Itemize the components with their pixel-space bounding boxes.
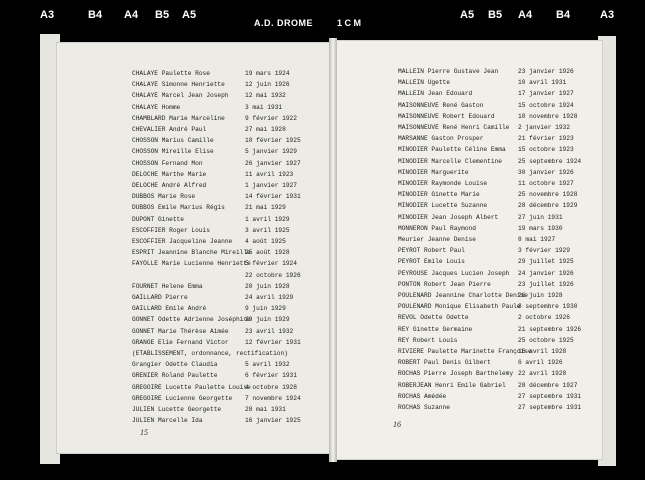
entry-date: 10 novembre 1928 (518, 112, 578, 120)
entry-date: 19 mars 1930 (518, 224, 563, 232)
entry-name: PEYROUSE Jacques Lucien Joseph (398, 269, 510, 277)
entry-date: 5 janvier 1929 (245, 148, 297, 156)
entry-name: MINODIER Jean Joseph Albert (398, 213, 499, 221)
entry-date: 22 octobre 1926 (245, 271, 301, 279)
entry-name: Meurier Jeanne Denise (398, 236, 476, 243)
entry-date: 27 septembre 1931 (518, 392, 582, 400)
entry-name: PONTON Robert Jean Pierre (398, 280, 491, 288)
entry-name: RIVIERE Paulette Marinette Françoise (398, 348, 532, 355)
entry-date: 14 février 1931 (245, 193, 301, 201)
entry-date: 21 septembre 1926 (518, 325, 582, 333)
entry-name: CHALAYE Homme (132, 103, 181, 111)
entry-date: 11 avril 1923 (245, 170, 294, 178)
entry-date: 25 août 1928 (245, 249, 290, 257)
ruler-label: A4 (518, 9, 533, 21)
entry-name: GAILLARD Emile André (132, 305, 207, 313)
entry-date: 12 juin 1926 (245, 81, 290, 89)
entry-name: GONNET Marie Thérèse Aimée (132, 327, 229, 335)
entry-name: GAILLARD Pierre (132, 294, 188, 301)
entry-name: DUPONT Ginette (132, 215, 184, 223)
ruler-label: A4 (124, 9, 139, 21)
entry-date: 3 février 1929 (518, 247, 570, 255)
entry-name: REY Ginette Germaine (398, 325, 473, 333)
archive-title: A.D. DROME (254, 18, 313, 28)
entry-date: 10 février 1925 (245, 137, 301, 145)
entry-date: 12 février 1931 (245, 338, 301, 346)
entry-name: CHEVALIER André Paul (132, 126, 207, 133)
entry-date: 8 septembre 1930 (518, 303, 578, 311)
entry-name: ROCHAS Amédée (398, 392, 447, 400)
entry-name: DELOCHE André Alfred (132, 182, 207, 189)
entry-date: 5 avril 1932 (245, 361, 290, 369)
entry-date: 5 février 1924 (245, 260, 297, 268)
entry-date: 16 janvier 1925 (245, 417, 301, 425)
entry-name: ESPRIT Jeannine Blanche Mireille (132, 249, 251, 257)
entry-name: PEYROT Emile Louis (398, 258, 465, 266)
entry-date: 6 février 1931 (245, 372, 297, 380)
entry-name: ESCOFFIER Jacqueline Jeanne (132, 238, 233, 245)
entry-name: CHALAYE Marcel Jean Joseph (132, 92, 229, 100)
entry-name: POULENARD Jeannine Charlotte Denise (398, 292, 528, 299)
entry-name: ESCOFFIER Roger Louis (132, 226, 210, 234)
entry-date: 20 juin 1928 (245, 282, 290, 290)
entry-name: DUBBOS Marie Rose (132, 193, 196, 201)
entry-date: 4 octobre 1928 (245, 383, 297, 391)
entry-date: 23 avril 1932 (245, 327, 294, 335)
entry-date: 2 octobre 1926 (518, 314, 570, 322)
entry-date: 17 janvier 1927 (518, 90, 574, 98)
entry-name: DUBBOS Emile Marius Régis (132, 204, 225, 212)
entry-date: 21 mai 1929 (245, 204, 286, 212)
entry-date: 25 octobre 1925 (518, 336, 574, 344)
entry-name: DELOCHE Marthe Marie (132, 170, 207, 178)
entry-name: FOURNET Helene Emma (132, 282, 203, 290)
entry-name: CHOSSON Marius Camille (132, 137, 214, 145)
entry-name: GRENIER Roland Paulette (132, 372, 218, 380)
entry-name: CHALAYE Simonne Henriette (132, 81, 225, 89)
entry-date: 26 juin 1928 (518, 292, 563, 299)
entry-name: ROBERJEAN Henri Emile Gabriel (398, 381, 506, 389)
entry-date: 24 avril 1929 (245, 294, 294, 301)
entry-date: 8 mai 1927 (518, 236, 556, 243)
ruler-label: B5 (155, 9, 170, 21)
entry-date: 27 mai 1928 (245, 126, 286, 133)
entry-date: 7 novembre 1924 (245, 394, 301, 402)
entry-date: 27 juin 1931 (518, 213, 563, 221)
ruler-label: B5 (488, 9, 503, 21)
entry-name: MINODIER Marcelle Clementine (398, 157, 502, 165)
entry-name: MAISONNEUVE René Gaston (398, 101, 484, 109)
entry-name: JULIEN Marcelle Ida (132, 417, 203, 425)
entry-name: CHALAYE Paulette Rose (132, 70, 210, 77)
entry-name: MINODIER Raymonde Louise (398, 180, 488, 187)
entry-date: 10 avril 1931 (518, 79, 567, 87)
entry-date: 21 février 1923 (518, 135, 574, 143)
entry-name: ROCHAS Pierre Joseph Barthelemy (398, 370, 514, 378)
entry-date: 9 février 1922 (245, 114, 297, 122)
entry-name: MARSANNE Gaston Prosper (398, 135, 484, 143)
entry-date: 3 avril 1925 (245, 226, 290, 234)
ruler-label: A3 (40, 9, 55, 21)
entry-date: 2 janvier 1932 (518, 124, 570, 131)
ruler-label: A5 (182, 9, 197, 21)
entry-date: 19 mars 1924 (245, 70, 290, 77)
entry-name: REY Robert Louis (398, 336, 458, 344)
entry-name: MINODIER Lucette Suzanne (398, 202, 488, 210)
entry-name: MONNERON Paul Raymond (398, 224, 476, 232)
entry-date: 29 juillet 1925 (518, 258, 574, 266)
entry-name: CHOSSON Mireille Elise (132, 148, 214, 156)
entry-name: CHAMBLARD Marie Marceline (132, 114, 225, 122)
page-number-right: 16 (393, 420, 401, 429)
entry-date: 30 janvier 1926 (518, 168, 574, 176)
entry-name: ROBERT Paul Denis Gilbert (398, 359, 491, 367)
entry-date: 23 janvier 1926 (518, 68, 574, 75)
entry-date: 6 avril 1926 (518, 359, 563, 367)
entry-date: 25 novembre 1928 (518, 191, 578, 199)
entry-name: MINODIER Ginette Marie (398, 191, 480, 199)
entry-date: 24 janvier 1926 (518, 269, 574, 277)
entry-date: 29 juin 1929 (245, 316, 290, 324)
entry-name: MALLEIN Jean Edouard (398, 90, 473, 98)
ruler-label: B4 (88, 9, 103, 21)
page-number-left: 15 (140, 428, 148, 437)
entry-date: 4 août 1925 (245, 238, 286, 245)
ruler-label: A5 (460, 9, 475, 21)
entry-date: 23 juillet 1926 (518, 280, 574, 288)
left-register-page (56, 42, 334, 454)
entry-name: FAYOLLE Marie Lucienne Henriette (132, 260, 251, 268)
entry-name: GREGOIRE Lucette Paulette Louise (132, 383, 251, 391)
entry-name: MINODIER Paulette Céline Emma (398, 146, 506, 154)
entry-date: 15 octobre 1924 (518, 101, 574, 109)
entry-name: JULIEN Lucette Georgette (132, 406, 222, 413)
entry-date: 27 septembre 1931 (518, 404, 582, 411)
entry-name: MINODIER Marguerite (398, 168, 469, 176)
entry-date: 28 décembre 1929 (518, 202, 578, 210)
entry-name: ROCHAS Suzanne (398, 404, 450, 411)
entry-date: 28 décembre 1927 (518, 381, 578, 389)
entry-name: GREGOIRE Lucienne Georgette (132, 394, 233, 402)
entry-name: GONNET Odette Adrienne Joséphine (132, 316, 251, 324)
entry-name: MALLEIN Ugette (398, 79, 450, 87)
entry-name: MAISONNEUVE Robert Edouard (398, 112, 495, 120)
entry-name: MAISONNEUVE René Henri Camille (398, 124, 510, 131)
entry-date: 1 avril 1929 (245, 215, 290, 223)
ruler-label: A3 (600, 9, 615, 21)
entry-date: 26 janvier 1927 (245, 159, 301, 167)
entry-date: 25 septembre 1924 (518, 157, 582, 165)
entry-name: REVOL Odette Odette (398, 314, 469, 322)
entry-date: 12 mai 1932 (245, 92, 286, 100)
entry-name: GRANGE Elie Fernand Victor (132, 338, 229, 346)
entry-name: POULENARD Monique Elisabeth Paule (398, 303, 521, 311)
entry-name: PEYROT Robert Paul (398, 247, 465, 255)
entry-date: 16 avril 1928 (518, 348, 567, 355)
ruler-label: B4 (556, 9, 571, 21)
entry-date: 3 mai 1931 (245, 103, 283, 111)
entry-name: (ETABLISSEMENT, ordonnance, rectification) (132, 350, 288, 357)
book-spine (329, 38, 337, 462)
ruler-bar (0, 0, 645, 28)
entry-name: MALLEIN Pierre Gustave Jean (398, 68, 499, 75)
entry-date: 28 mai 1931 (245, 406, 286, 413)
entry-name: Grangier Odette Claudia (132, 361, 218, 369)
entry-date: 22 avril 1928 (518, 370, 567, 378)
scale-label: 1 C M (337, 18, 362, 28)
entry-date: 1 janvier 1927 (245, 182, 297, 189)
entry-date: 11 octobre 1927 (518, 180, 574, 187)
entry-name: CHOSSON Fernand Mon (132, 159, 203, 167)
entry-date: 9 juin 1929 (245, 305, 286, 313)
entry-date: 15 octobre 1923 (518, 146, 574, 154)
